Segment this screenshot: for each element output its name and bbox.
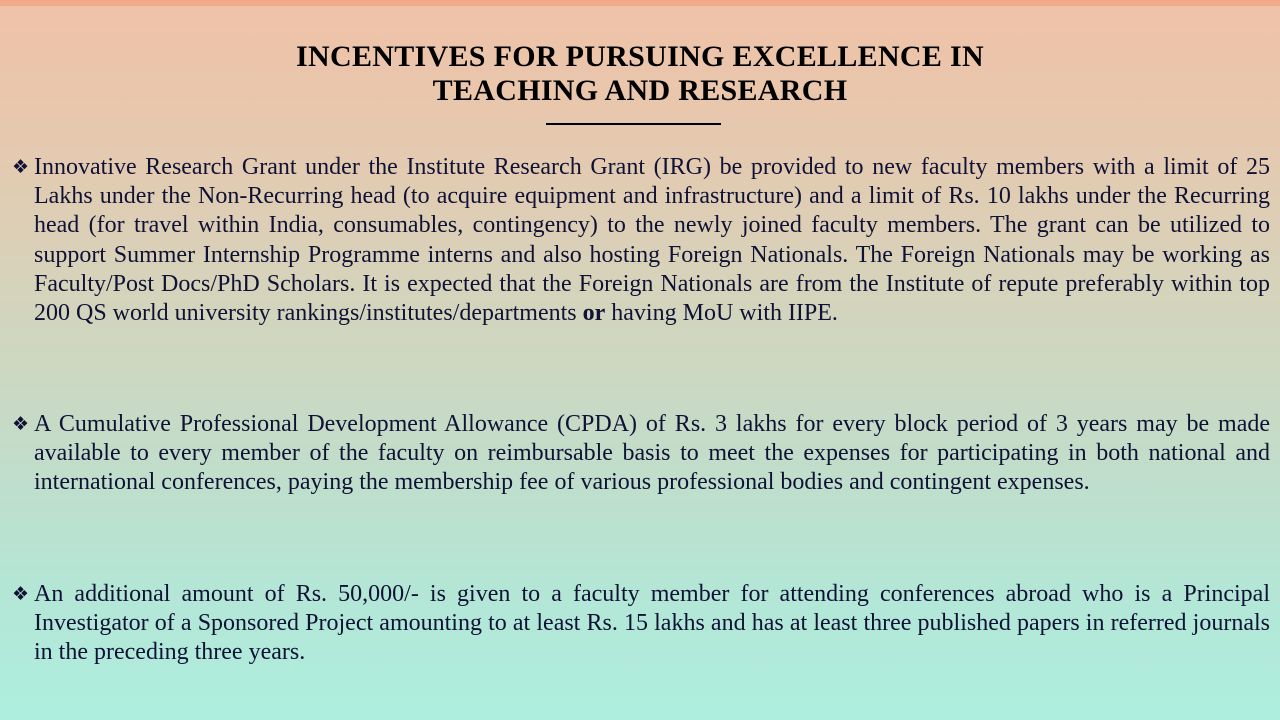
bullet-text-part: Innovative Research Grant under the Institute Research Grant (IRG) be provided to new faculty members with a limit of 25 Lakhs under the Non-Recurring head (to acquire equipment and infrastructure) and a limit of Rs. 10 lakhs under the Recurring head (for travel within India, consumables, contingency) to the newly joined faculty members. The grant can be utilized to support Summer Internship Programme interns and also hosting Foreign Nationals. The Foreign Nationals may be working as Faculty/Post Docs/PhD Scholars. It is expected that the Foreign Nationals are from the Institute of repute preferably within top 200 QS world university rankings/institutes/departments <box>34 154 1270 327</box>
diamond-bullet-icon: ❖ <box>12 156 30 178</box>
bullet-bold-word: or <box>582 300 606 327</box>
slide-title <box>0 40 1280 108</box>
bullet-text: An additional amount of Rs. 50,000/- is given to a faculty member for attending conferences abroad who is a Principal Investigator of a Sponsored Project amounting to at least Rs. 15 lakhs and has at least three published papers in referred journals in the preceding three years. <box>34 581 1270 666</box>
bullet-item-research-grant <box>12 153 1270 328</box>
title-underline <box>546 123 721 125</box>
bullet-item-cpda <box>12 410 1270 498</box>
slide-title-line-1: INCENTIVES FOR PURSUING EXCELLENCE IN <box>296 40 984 73</box>
slide-title-line-2: TEACHING AND RESEARCH <box>432 74 848 107</box>
bullet-item-additional-amount <box>12 580 1270 668</box>
top-accent-strip <box>0 0 1280 6</box>
bullet-text-part: having MoU with IIPE. <box>605 300 838 327</box>
bullet-text: A Cumulative Professional Development Allowance (CPDA) of Rs. 3 lakhs for every block period of 3 years may be made available to every member of the faculty on reimbursable basis to meet the expenses for participating in both national and international conferences, paying the membership fee of various professional bodies and contingent expenses. <box>34 411 1270 496</box>
bullet-text <box>34 153 1270 328</box>
diamond-bullet-icon: ❖ <box>12 583 30 605</box>
diamond-bullet-icon: ❖ <box>12 413 30 435</box>
